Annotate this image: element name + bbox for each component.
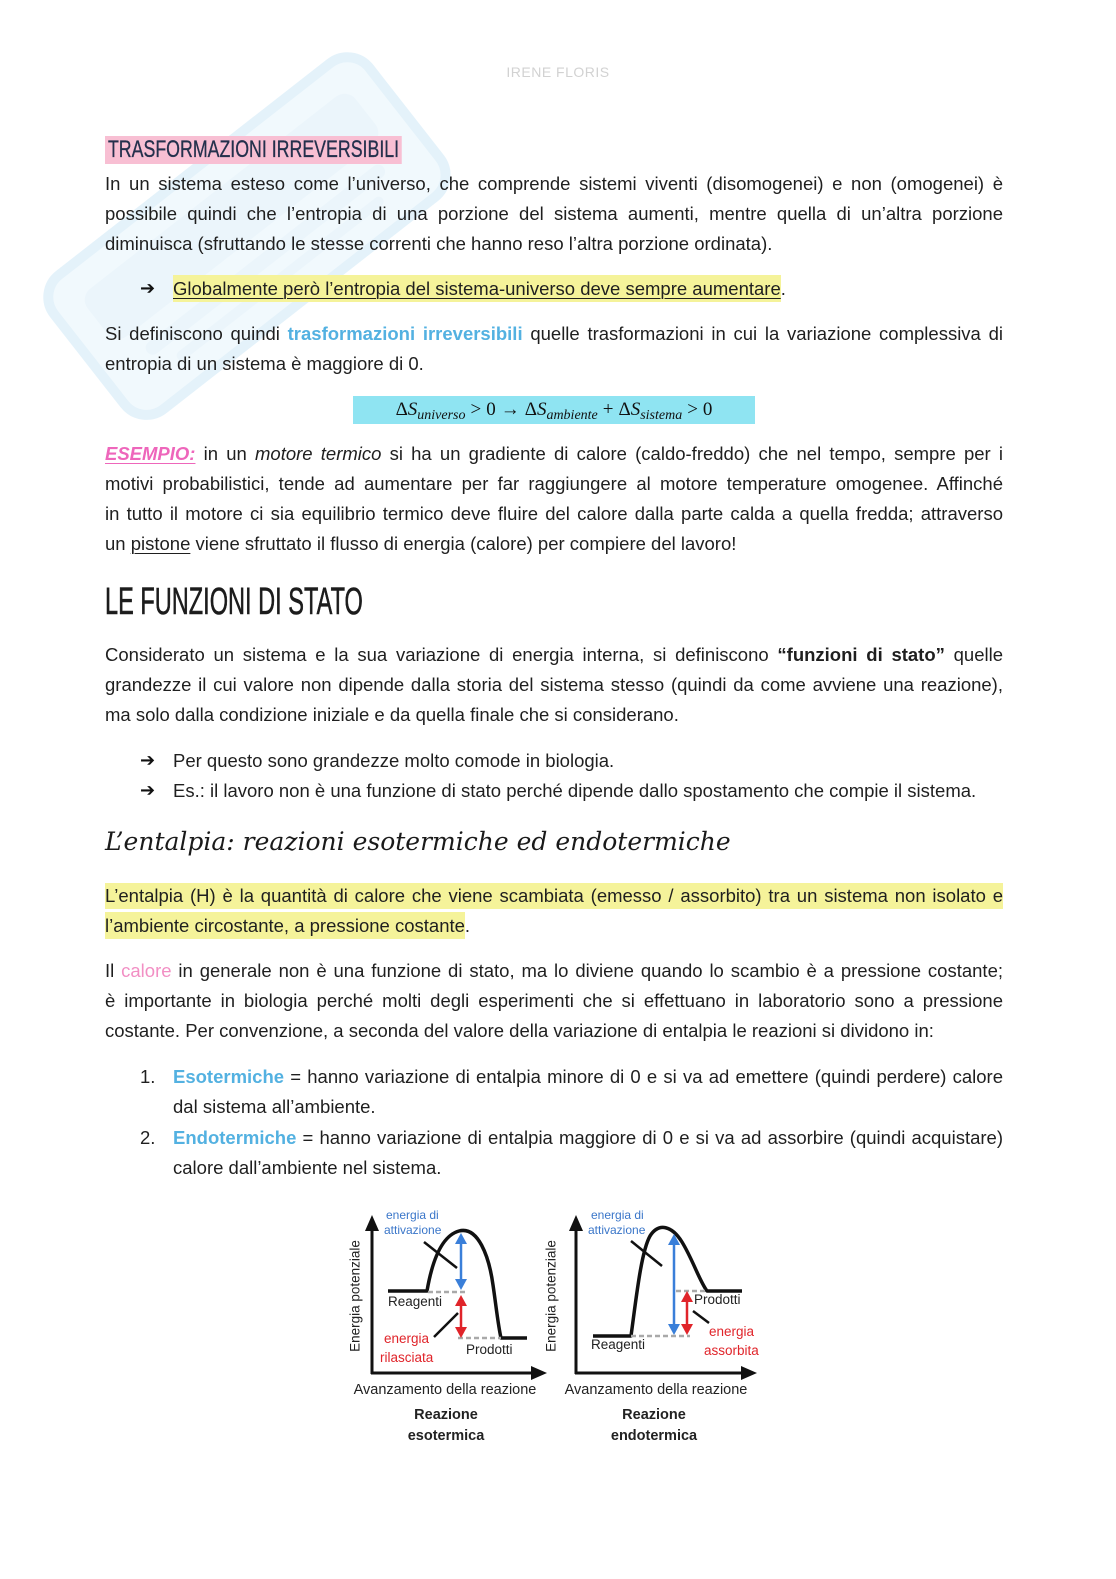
key-term: trasformazioni irreversibili bbox=[287, 323, 523, 344]
activation-arrowhead bbox=[455, 1279, 467, 1290]
list-item-endothermic bbox=[173, 1123, 1003, 1183]
entropy-formula bbox=[353, 396, 755, 424]
products-label: Prodotti bbox=[466, 1342, 513, 1357]
text-line: in tutto il motore ci sia equilibrio termico deve fluire del calore dalla parte calda a quella fredda; attraverso bbox=[105, 503, 1003, 524]
absorbed-energy-pointer bbox=[693, 1311, 709, 1323]
released-energy-pointer bbox=[434, 1313, 458, 1337]
key-point bbox=[173, 274, 1003, 304]
section-heading-enthalpy: L’entalpia: reazioni esotermiche ed endotermiche bbox=[105, 827, 731, 856]
caption: Reazione bbox=[622, 1407, 686, 1423]
paragraph-definition bbox=[105, 319, 1003, 379]
paragraph-state-functions bbox=[105, 640, 1003, 730]
released-energy-label: rilasciata bbox=[380, 1350, 434, 1365]
y-axis-arrowhead bbox=[569, 1215, 583, 1231]
delta-symbol: Δ bbox=[618, 399, 631, 420]
text-line: calore dall’ambiente nel sistema. bbox=[173, 1157, 442, 1178]
paragraph-intro bbox=[105, 169, 1003, 259]
activation-label: energia di bbox=[386, 1208, 439, 1222]
entropy-symbol: S bbox=[536, 399, 547, 420]
energy-curve bbox=[593, 1227, 742, 1336]
absorbed-energy-arrowhead bbox=[681, 1324, 693, 1335]
colored-term: calore bbox=[121, 960, 172, 981]
text-line: ma solo dalla condizione iniziale e da quella finale che si considerano. bbox=[105, 704, 679, 725]
y-axis-arrowhead bbox=[365, 1215, 379, 1231]
bullet-item bbox=[173, 776, 1003, 806]
punctuation: . bbox=[464, 915, 471, 936]
x-axis-arrowhead bbox=[531, 1366, 547, 1380]
text-segment: = hanno variazione di entalpia maggiore di 0 e si va ad assorbire (quindi acquistare) bbox=[296, 1127, 1003, 1148]
text-segment: Considerato un sistema e la sua variazione di energia interna, si definiscono bbox=[105, 644, 778, 665]
bold-term: “funzioni di stato” bbox=[777, 644, 945, 665]
products-label: Prodotti bbox=[694, 1292, 741, 1307]
activation-label: attivazione bbox=[588, 1223, 646, 1237]
text-line: motivi probabilistici, tende ad aumentare per far raggiungere al motore temperature omogenee. Affinché bbox=[105, 473, 1003, 494]
entropy-symbol: S bbox=[630, 399, 641, 420]
operator-greater: > bbox=[470, 399, 482, 420]
text-line bbox=[105, 319, 1003, 349]
text-line bbox=[173, 274, 1003, 304]
released-energy-label: energia bbox=[384, 1331, 430, 1346]
subscript-universe: universo bbox=[417, 408, 466, 423]
text-line: Per questo sono grandezze molto comode in biologia. bbox=[173, 750, 615, 771]
reactants-label: Reagenti bbox=[388, 1294, 443, 1309]
key-term: Esotermiche bbox=[173, 1066, 285, 1087]
text-line: grandezze il cui valore non dipende dalla storia del sistema stesso (quindi da come avviene una reazione), bbox=[105, 674, 1003, 695]
underlined-term: pistone bbox=[130, 533, 191, 554]
text-segment: quelle trasformazioni in cui la variazione complessiva di bbox=[522, 323, 1003, 344]
list-number: 1. bbox=[140, 1066, 156, 1087]
caption: esotermica bbox=[407, 1428, 485, 1444]
text-segment: Si definiscono quindi bbox=[105, 323, 288, 344]
y-axis-label: Energia potenziale bbox=[543, 1240, 559, 1352]
text-segment: = hanno variazione di entalpia minore di 0 e si va ad emettere (quindi perdere) calore bbox=[284, 1066, 1003, 1087]
list-number: 2. bbox=[140, 1127, 156, 1148]
text-line bbox=[105, 911, 1003, 941]
text-segment: in generale non è una funzione di stato, ma lo diviene quando lo scambio è a pressione costante; bbox=[171, 960, 1003, 981]
delta-symbol: Δ bbox=[524, 399, 537, 420]
delta-symbol: Δ bbox=[395, 399, 408, 420]
text-line bbox=[173, 1062, 1003, 1092]
absorbed-energy-label: assorbita bbox=[704, 1343, 759, 1358]
text-line bbox=[105, 529, 1003, 559]
page-header-author: IRENE FLORIS bbox=[506, 64, 610, 80]
text-segment: viene sfruttato il flusso di energia (calore) per compiere del lavoro! bbox=[190, 533, 737, 554]
text-line: costante. Per convenzione, a seconda del valore della variazione di entalpia le reazioni si dividono in: bbox=[105, 1020, 934, 1041]
text-segment: quelle bbox=[944, 644, 1004, 665]
bullet-item bbox=[173, 746, 1003, 776]
text-line: entropia di un sistema è maggiore di 0. bbox=[105, 353, 424, 374]
section-heading-state-functions: LE FUNZIONI DI STATO bbox=[105, 581, 363, 623]
text-segment: in un bbox=[195, 443, 255, 464]
section-heading-text: TRASFORMAZIONI IRREVERSIBILI bbox=[105, 136, 402, 164]
x-axis-label: Avanzamento della reazione bbox=[564, 1382, 748, 1398]
arrow-bullet-icon: ➔ bbox=[140, 278, 156, 299]
text-line: diminuisca (sfruttando le stesse correnti che hanno reso l’altra porzione ordinata). bbox=[105, 233, 773, 254]
absorbed-energy-arrowhead bbox=[681, 1291, 693, 1302]
caption: endotermica bbox=[610, 1428, 698, 1444]
text-line: possibile quindi che l’entropia di una porzione del sistema aumenti, mentre quella di un’altra porzione bbox=[105, 203, 1003, 224]
text-line bbox=[173, 1123, 1003, 1153]
highlighted-text: l’ambiente circostante, a pressione costante bbox=[105, 912, 465, 939]
text-line: è importante in biologia perché molti degli esperimenti che si effettuano in laboratorio sono a pressione bbox=[105, 990, 1003, 1011]
exothermic-diagram bbox=[348, 1208, 547, 1444]
reactants-label: Reagenti bbox=[591, 1337, 646, 1352]
y-axis-label: Energia potenziale bbox=[347, 1240, 363, 1352]
highlighted-text: Globalmente però l’entropia del sistema-universo deve sempre aumentare bbox=[173, 275, 781, 302]
activation-arrowhead bbox=[668, 1324, 680, 1335]
x-axis-arrowhead bbox=[741, 1366, 757, 1380]
text-segment: un bbox=[105, 533, 131, 554]
absorbed-energy-label: energia bbox=[709, 1324, 755, 1339]
subscript-system: sistema bbox=[640, 408, 683, 423]
energy-diagrams bbox=[330, 1195, 770, 1455]
activation-label: attivazione bbox=[384, 1223, 442, 1237]
text-line bbox=[105, 956, 1003, 986]
text-line bbox=[105, 640, 1003, 670]
arrow-bullet-icon: ➔ bbox=[140, 750, 156, 771]
italic-term: motore termico bbox=[255, 443, 382, 464]
operator-greater: > bbox=[687, 399, 698, 420]
text-line bbox=[105, 439, 1003, 469]
text-segment: Il bbox=[105, 960, 122, 981]
text-segment: si ha un gradiente di calore (caldo-freddo) che nel tempo, sempre per i bbox=[381, 443, 1003, 464]
caption: Reazione bbox=[414, 1407, 478, 1423]
punctuation: . bbox=[780, 278, 786, 299]
text-line: In un sistema esteso come l’universo, che comprende sistemi viventi (disomogenei) e non (omogenei) è bbox=[105, 173, 1003, 194]
activation-arrowhead bbox=[455, 1233, 467, 1244]
released-energy-arrowhead bbox=[455, 1327, 467, 1338]
released-energy-arrowhead bbox=[455, 1295, 467, 1306]
zero: 0 bbox=[486, 399, 496, 420]
paragraph-enthalpy-definition bbox=[105, 881, 1003, 941]
paragraph-heat bbox=[105, 956, 1003, 1046]
section-heading-irreversible bbox=[105, 136, 506, 164]
entropy-symbol: S bbox=[407, 399, 418, 420]
highlighted-line: L’entalpia (H) è la quantità di calore che viene scambiata (emesso / assorbito) tra un sistema non isolato e bbox=[105, 881, 1003, 911]
text-line: Es.: il lavoro non è una funzione di stato perché dipende dallo spostamento che compie il sistema. bbox=[173, 780, 977, 801]
activation-label: energia di bbox=[591, 1208, 644, 1222]
arrow-bullet-icon: ➔ bbox=[140, 780, 156, 801]
list-item-exothermic bbox=[173, 1062, 1003, 1122]
paragraph-example bbox=[105, 439, 1003, 559]
text-line: dal sistema all’ambiente. bbox=[173, 1096, 376, 1117]
example-label: ESEMPIO: bbox=[105, 443, 196, 464]
subscript-environment: ambiente bbox=[546, 408, 598, 423]
operator-plus: + bbox=[602, 399, 614, 420]
x-axis-label: Avanzamento della reazione bbox=[353, 1382, 537, 1398]
key-term: Endotermiche bbox=[173, 1127, 297, 1148]
energy-curve bbox=[388, 1230, 527, 1338]
endothermic-diagram bbox=[544, 1208, 760, 1444]
operator-implies: → bbox=[500, 399, 520, 420]
zero: 0 bbox=[702, 399, 713, 420]
